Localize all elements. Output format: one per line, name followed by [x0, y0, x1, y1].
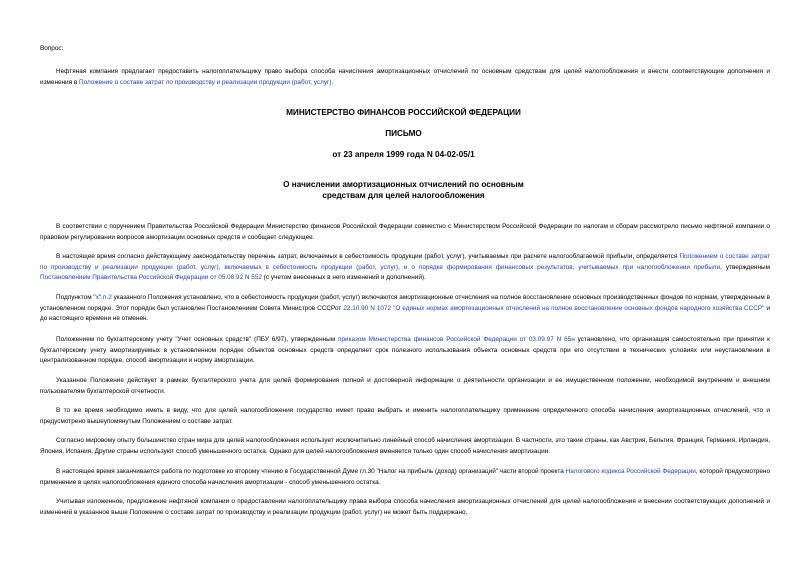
question-label: Вопрос: [40, 45, 64, 52]
p3-text-d: и до настоящего времени не отменен. [40, 304, 770, 322]
body-paragraph-7: Согласно мировому опыту большинство стран мира для целей налогообложения использует исключительно линейный способ начисления амортизации. В частности, это такие страны, как Австрия, Бельгия, Франция, Германия, Ирландия, Япония, Испания. Другие страны используют способ уменьшенного остатка. Однако для целей налогообложения вменяется только один способ начисления амортизации. [40, 437, 770, 455]
postanovlenie-552-link[interactable]: Постановлением Правительства Российской Федерации от 05.08.92 N 552 [40, 274, 262, 281]
p4-text-b: установлено, что организация самостоятельно при принятии к бухгалтерскому учету амортизируемых в установленном порядке объектов основных средств определяет срок полезного использования объекта основных средств при его отсутствии в технических условиях или неустановлении в централизованном порядке, способ амортизации и норму амортизации. [40, 336, 770, 364]
prikaz-65n-link[interactable]: приказом Министерства финансов Российской Федерации от 03.09.97 N 65н [338, 336, 575, 343]
p2-text-b: , утвержденным [720, 263, 770, 271]
polozhenie-full-link[interactable]: Положением о составе затрат по производству и реализации продукции (работ, услуг), включаемых в себестоимость продукции (работ, услуг), и о порядке формирования финансовых результатов, учитываемых при налогообложении прибыли [40, 253, 771, 271]
p3-text-c: указанного Положения установлено, что в себестоимость продукции (работ, услуг) включаются амортизационные отчисления на полное восстановление основных производственных фондов по нормам, утвержденным в установленном порядке. Этот порядок был установлен Постановлением Совета Министров СССРот [40, 294, 770, 312]
subject-line-2: средствам для целей налогообложения [322, 190, 485, 200]
ministry-heading: МИНИСТЕРСТВО ФИНАНСОВ РОССИЙСКОЙ ФЕДЕРАЦИИ [286, 108, 521, 117]
doc-type-heading: ПИСЬМО [385, 129, 422, 138]
p8-text-b: , которой предусмотрено применение в целях налогообложения единого способа начисления амортизации - способ уменьшенного остатка. [40, 468, 770, 486]
p2-text-c: (с учетом внесенных в него изменений и дополнений). [261, 274, 426, 281]
question-text: Нефтяная компания предлагает предоставить налогоплательщику право выбора способа начисления амортизационных отчислений по основным средствам для целей налогообложения и внести соответствующие дополнения и изменения в [40, 68, 770, 86]
body-paragraph-6: В то же время необходимо иметь в виду, что для целей налогообложения государство имеет право выбрать и именить налогоплательщику применение определенного способа начисления амортизационных отчислений, что и предусмотрено вышеупомянутым Положением о составе затрат. [40, 407, 770, 425]
p8-text-a: В настоящее время заканчивается работа по подготовке ко второму чтению в Государственной Думе гл.30 "Налог на прибыль (доход) организаций" части второй проекта [56, 468, 566, 475]
tax-code-link[interactable]: Налогового кодекса Российской Федерации [565, 468, 696, 475]
p3-text-a: Подпунктом " [56, 294, 96, 301]
question-paragraph [40, 67, 770, 88]
body-paragraph-4 [40, 335, 770, 367]
point-2-link[interactable]: п.2 [102, 294, 112, 301]
p4-text-a: Положением по бухгалтерскому учету "Учет основных средств" (ПБУ 6/97), утвержденным [56, 336, 338, 343]
date-number-heading: от 23 апреля 1999 года N 04-02-05/1 [332, 150, 475, 159]
body-paragraph-3 [40, 293, 770, 325]
subject-heading [0, 180, 807, 201]
question-end: . [331, 78, 334, 86]
polozhenie-link[interactable]: Положение о составе затрат по производству и реализации продукции (работ, услуг) [79, 78, 332, 86]
p2-text-a: В настоящее время согласно действующему законодательству перечень затрат, включаемых в себестоимость продукции (работ, услуг), учитываемых при расчете налогооблагаемой прибыли, определяется [56, 253, 680, 260]
body-paragraph-8 [40, 467, 770, 488]
body-paragraph-5: Указанное Положение действует в рамках бухгалтерского учета для целей формирования полной и достоверной информации о деятельности организации и ее имущественном положении, необходимой внутренним и внешним пользователям бухгалтерской отчетности. [40, 377, 770, 395]
body-paragraph-1: В соответствии с поручением Правительства Российской Федерации Министерство финансов Российской Федерации совместно с Министерством Российской Федерации по налогам и сборам рассмотрело письмо нефтяной компании о правовом регулировании вопросов амортизации основных средств и сообщает следующее. [40, 223, 770, 241]
subpoint-x-link[interactable]: х [95, 294, 99, 301]
p3-text-b: " [98, 294, 103, 301]
postanovlenie-1072-link[interactable]: 22.10.90 N 1072 "О единых нормах амортизационных отчислений на полное восстановление основных фондов народного хозяйства СССР" [343, 304, 765, 312]
body-paragraph-2 [40, 252, 770, 284]
body-paragraph-9: Учитывая изложенное, предложение нефтяной компании о предоставлении налогоплательщику права выбора способа начисления амортизационных отчислений для целей налогообложения и внесении соответствующих дополнений и изменений в указанное выше Положение о составе затрат по производству и реализации продукции (работ, услуг) не может быть поддержано. [40, 498, 770, 516]
subject-line-1: О начислении амортизационных отчислений по основным [283, 180, 524, 189]
